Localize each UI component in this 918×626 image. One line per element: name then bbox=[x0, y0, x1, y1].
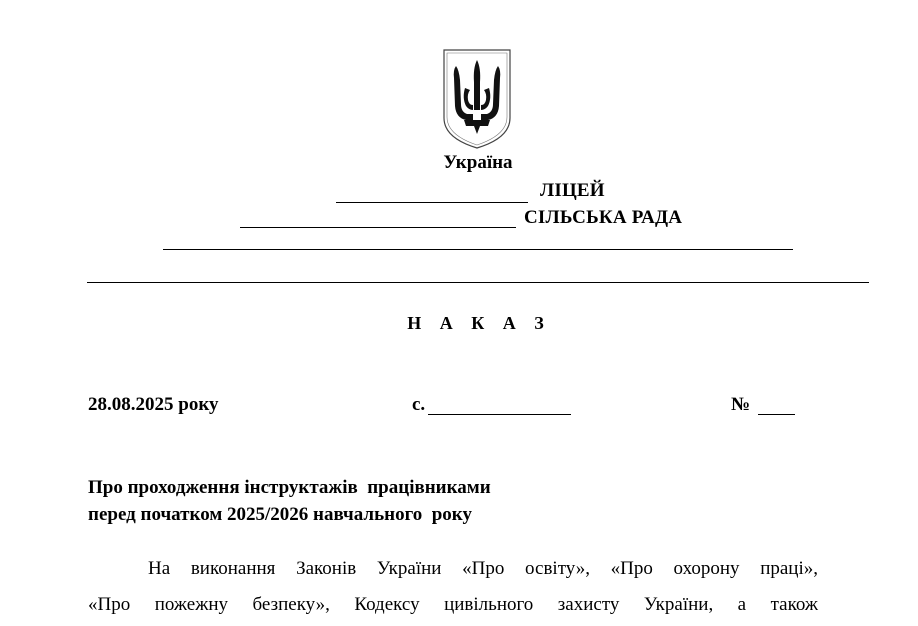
order-number-blank bbox=[758, 414, 795, 415]
country-name: Україна bbox=[443, 152, 513, 173]
order-place-prefix: с. bbox=[412, 394, 426, 415]
lyceum-label: ЛІЦЕЙ bbox=[540, 180, 605, 201]
order-body-line-2: «Про пожежну безпеку», Кодексу цивільного захисту України, а також bbox=[88, 594, 818, 615]
order-subject-line-1: Про проходження інструктажів працівниками bbox=[88, 477, 491, 498]
tryzub-coat-of-arms-icon bbox=[440, 48, 514, 150]
council-name-blank bbox=[240, 227, 516, 228]
header-separator bbox=[87, 282, 869, 283]
lyceum-name-blank bbox=[336, 202, 528, 203]
order-date: 28.08.2025 року bbox=[88, 394, 219, 415]
order-subject-line-2: перед початком 2025/2026 навчального року bbox=[88, 504, 472, 525]
order-subject bbox=[88, 474, 491, 528]
order-body bbox=[88, 551, 818, 623]
council-label: СІЛЬСЬКА РАДА bbox=[524, 207, 683, 228]
order-body-line-1: На виконання Законів України «Про освіту», «Про охорону праці», bbox=[148, 558, 818, 579]
address-blank bbox=[163, 249, 793, 250]
order-number-prefix: № bbox=[731, 394, 751, 415]
order-place-blank bbox=[428, 414, 571, 415]
order-title: Н А К А З bbox=[407, 313, 551, 333]
